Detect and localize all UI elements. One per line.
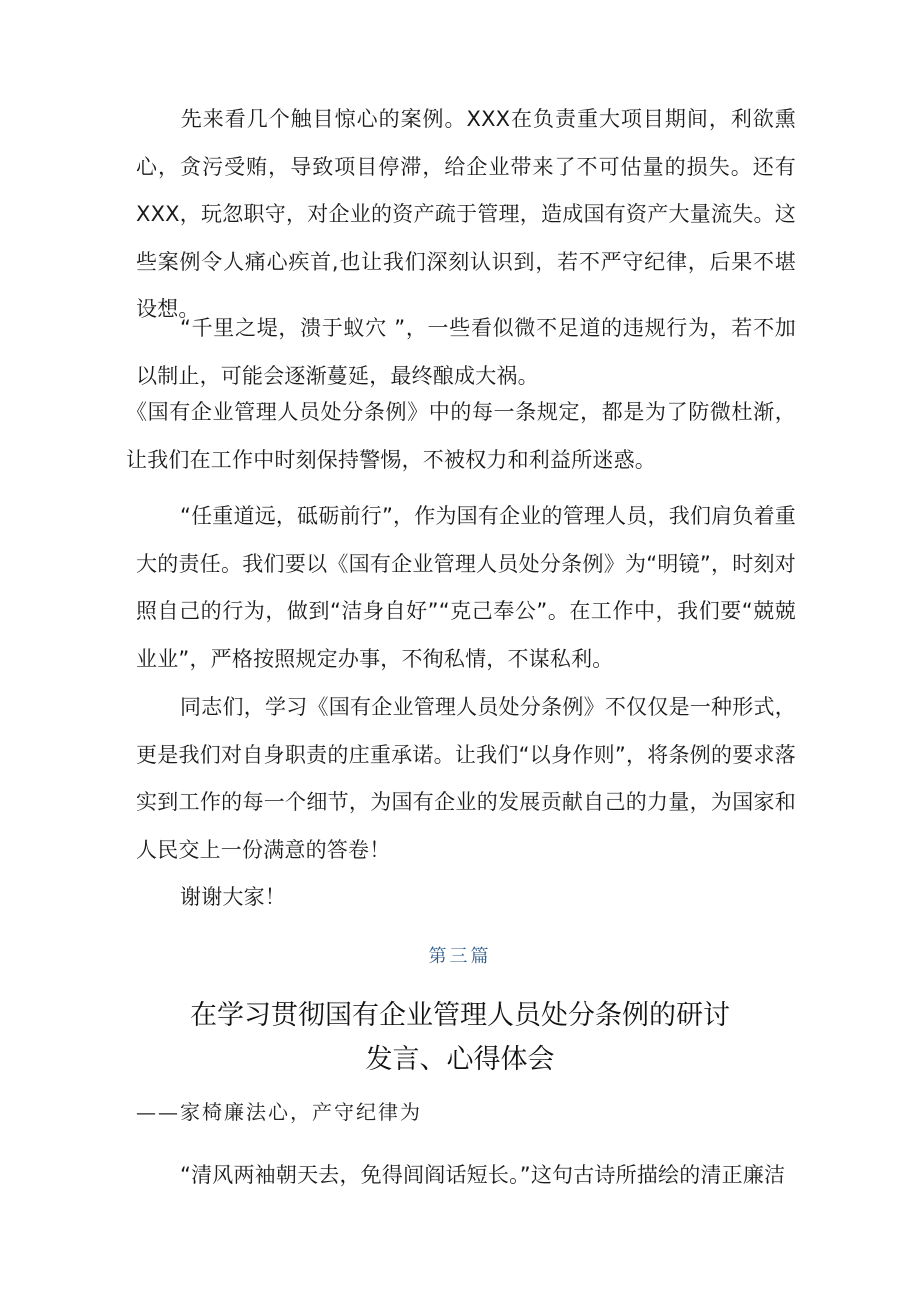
paragraph-regulation	[126, 389, 796, 484]
paragraph-cases	[136, 96, 796, 334]
paragraph-text: 同志们，学习《国有企业管理人员处分条例》不仅仅是一种形式，更是我们对自身职责的庄重承诺。让我们“以身作则”，将条例的要求落实到工作的每一个细节，为国有企业的发展贡献自己的力量，为国家和人民交上一份满意的答卷！	[136, 695, 796, 862]
paragraph-text: “千里之堤，溃于蚁穴 ”，一些看似微不足道的违规行为，若不加以制止，可能会逐渐蔓延，最终酿成大祸。	[136, 316, 796, 388]
paragraph-text: 谢谢大家！	[180, 885, 286, 909]
article-subtitle: ——家椅廉法心，产守纪律为	[136, 1100, 422, 1124]
paragraph-text: “清风两袖朝天去，免得闾阎话短长。”这句古诗所描绘的清正廉洁	[180, 1163, 786, 1187]
paragraph-poem	[180, 1152, 796, 1200]
article-title-line1: 在学习贯彻国有企业管理人员处分条例的研讨	[190, 1000, 730, 1031]
paragraph-responsibility	[136, 493, 796, 683]
paragraph-proverb	[136, 305, 796, 400]
paragraph-text: “任重道远，砥砺前行”，作为国有企业的管理人员，我们肩负着重大的责任。我们要以《国有企业管理人员处分条例》为“明镜”，时刻对照自己的行为，做到“洁身自好”“克己奉公”。在工作中，我们要“兢兢业业”，严格按照规定办事，不徇私情，不谋私利。	[136, 504, 796, 671]
paragraph-text: 《国有企业管理人员处分条例》中的每一条规定，都是为了防微杜渐，让我们在工作中时刻保持警惕，不被权力和利益所迷惑。	[126, 400, 796, 472]
section-label: 第三篇	[428, 946, 492, 967]
article-title-line2: 发言、心得体会	[365, 1044, 555, 1075]
paragraph-text: 先来看几个触目惊心的案例。XXX在负责重大项目期间，利欲熏心，贪污受贿，导致项目停滞，给企业带来了不可估量的损失。还有XXX，玩忽职守，对企业的资产疏于管理，造成国有资产大量流失。这些案例令人痛心疾首,也让我们深刻认识到，若不严守纪律，后果不堪设想。	[136, 107, 796, 321]
paragraph-commitment	[136, 684, 796, 874]
paragraph-thanks	[136, 874, 796, 922]
